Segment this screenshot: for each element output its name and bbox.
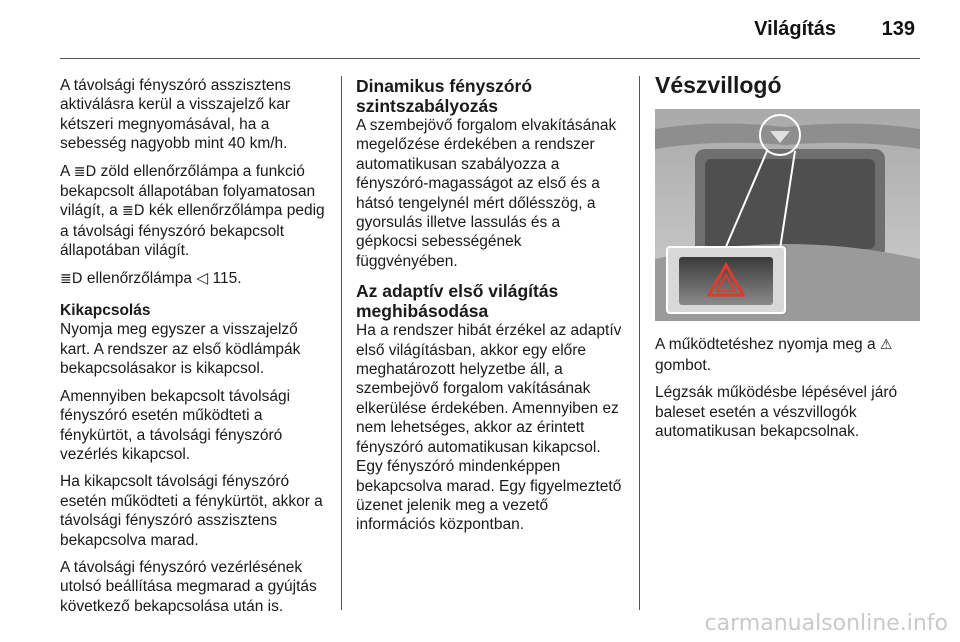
page-header <box>754 18 915 41</box>
paragraph: Nyomja meg egyszer a visszajelző kart. A rendszer az első ködlámpák bekapcsolásakor is kikapcsol. <box>60 321 301 378</box>
paragraph: Légzsák működésbe lépésével járó baleset esetén a vészvillogók automatikusan bekapcsolnak. <box>655 384 898 441</box>
column-divider-1 <box>341 76 342 610</box>
watermark: carmanualsonline.info <box>704 611 948 636</box>
paragraph: A távolsági fényszóró vezérlésének utolsó beállítása megmarad a gyújtás következő bekapcsolása után is. <box>60 558 317 615</box>
high-beam-assist-icon: ≣D <box>60 270 83 287</box>
page-title: Világítás <box>754 18 837 40</box>
subheading: Kikapcsolás <box>60 302 151 320</box>
dashboard-illustration <box>655 109 920 321</box>
section-heading: Dinamikus fényszóró szintszabályozás <box>356 76 533 116</box>
column-2 <box>356 76 624 543</box>
section-heading: Az adaptív első világítás meghibásodása <box>356 281 559 322</box>
high-beam-icon: ≣D <box>122 203 145 220</box>
page-number: 139 <box>881 18 915 40</box>
paragraph: A szembejövő forgalom elvakításának megelőzése érdekében a rendszer automatikusan szabályozza a fényszóró-magasságot az első és a hátsó tengelynél mért dőlésszög, a gyorsulás illetve lassulás és a gépkocsi sebességének függvényében. <box>356 117 617 270</box>
paragraph: Ha a rendszer hibát érzékel az adaptív első világításban, akkor egy előre meghatározott helyzetbe áll, a szembejövő forgalom vakításának elkerülése érdekében. Amennyiben ez nem lehetséges, akkor az érintett fényszóró automatikusan kikapcsol. Egy fényszóró mindenképpen bekapcsolva marad. Egy figyelmeztető üzenet jelenik meg a vezető információs központban. <box>356 322 622 534</box>
column-3 <box>655 72 925 449</box>
paragraph: A ≣D zöld ellenőrzőlámpa a funkció bekapcsolt állapotában folyamatosan világít, a ≣D kék ellenőrzőlámpa pedig a távolsági fényszóró bekapcsolt állapotában világít. <box>60 162 325 260</box>
paragraph: ≣D ellenőrzőlámpa ◁ 115. <box>60 269 330 289</box>
column-1 <box>60 76 330 624</box>
page-reference-link[interactable]: ◁ 115. <box>196 269 242 287</box>
high-beam-assist-icon: ≣D <box>73 163 97 180</box>
column-divider-2 <box>639 76 640 610</box>
paragraph: Amennyiben bekapcsolt távolsági fényszóró esetén működteti a fénykürtöt, a távolsági fényszóró vezérlés kikapcsol. <box>60 387 291 463</box>
hazard-button-photo <box>655 109 920 321</box>
header-rule <box>60 58 920 59</box>
hazard-warning-icon: ⚠ <box>879 337 893 354</box>
paragraph: Ha kikapcsolt távolsági fényszóró esetén működteti a fénykürtöt, akkor a távolsági fényszóró asszisztens bekapcsolva marad. <box>60 473 323 549</box>
section-title: Vészvillogó <box>655 72 782 98</box>
paragraph: A távolsági fényszóró asszisztens aktiválásra kerül a visszajelző kar kétszeri megnyomásával, ha a sebesség nagyobb mint 40 km/h. <box>60 77 291 153</box>
paragraph: A működtetéshez nyomja meg a ⚠ gombot. <box>655 336 893 374</box>
